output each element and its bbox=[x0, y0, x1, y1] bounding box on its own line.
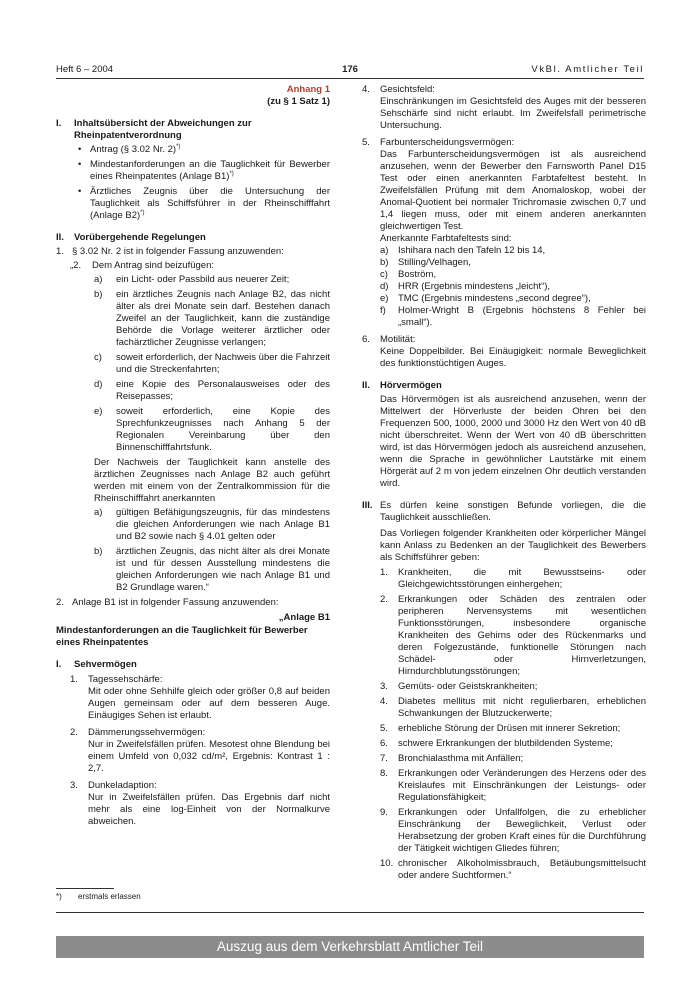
list-item: • Ärztliches Zeugnis über die Untersuchung der Tauglichkeit als Schiffsführer in der Rheinschifffahrt (Anlage B2)*) bbox=[78, 186, 330, 221]
section-number: I. bbox=[56, 118, 62, 129]
annex-title: Anhang 1 bbox=[286, 84, 330, 95]
list-item: a) ein Licht- oder Passbild aus neuerer Zeit; bbox=[94, 274, 290, 285]
header-rule bbox=[56, 78, 644, 79]
section-hearing: II. Hörvermögen Das Hörvermögen ist als ausreichend anzusehen, wenn der Mittelwert der Hörverluste der beiden Ohren bei den Frequenzen 500, 1000, 2000 und 3000 Hz den Wert von 40 dB nicht überschreitet. Wenn der Wert von 40 dB überschritten wird, ist das Hörvermögen jedoch als ausreichend anzusehen, wenn die Sprache in gewöhnlicher Lautstärke mit einem Hörgerät auf 2 m von jedem einzelnen Ohr deutlich verstanden wird. bbox=[362, 380, 646, 489]
page-number: 176 bbox=[342, 64, 358, 75]
list-item: c) soweit erforderlich, der Nachweis über die Fahrzeit und die Streckenfahrten; bbox=[94, 352, 330, 375]
list-item: e) TMC (Ergebnis mindestens „second degree“), bbox=[380, 293, 591, 304]
list-item: 4. Diabetes mellitus mit nicht regulierbaren, erheblichen Schwankungen der Blutzuckerwerte; bbox=[380, 696, 646, 719]
footnote-rule bbox=[56, 888, 114, 889]
list-item: c) Boström, bbox=[380, 269, 437, 280]
list-item: 3. Gemüts- oder Geistskrankheiten; bbox=[380, 681, 538, 692]
list-item: 6. schwere Erkrankungen der blutbildenden Systeme; bbox=[380, 738, 613, 749]
section-title: Inhaltsübersicht der Abweichungen zur Rheinpatentverordnung bbox=[74, 118, 252, 141]
footnote bbox=[56, 892, 141, 901]
attachments-list bbox=[94, 274, 330, 454]
list-item: d) HRR (Ergebnis mindestens „leicht“), bbox=[380, 281, 551, 292]
section-overview bbox=[56, 118, 330, 222]
list-item: b) Stilling/Velhagen, bbox=[380, 257, 471, 268]
color-tests-list bbox=[380, 245, 646, 329]
requirements-heading: Mindestanforderungen an die Tauglichkeit für Bewerber eines Rheinpatentes bbox=[56, 625, 308, 648]
list-item: 5. erhebliche Störung der Drüsen mit innerer Sekretion; bbox=[380, 723, 621, 734]
bottom-rule bbox=[56, 912, 644, 913]
paragraph-text: Das Hörvermögen ist als ausreichend anzusehen, wenn der Mittelwert der Hörverluste der beiden Ohren bei den Frequenzen 500, 1000, 2000 und 3000 Hz den Wert von 40 dB nicht überschreitet. Wenn der Wert von 40 dB überschritten wird, ist das Hörvermögen jedoch als ausreichend anzusehen, wenn die Sprache in gewöhnlicher Lautstärke mit einem Hörgerät auf 2 m von jedem einzelnen Ohr deutlich verstanden wird. bbox=[380, 394, 646, 489]
list-item: d) eine Kopie des Personalausweises oder des Reisepasses; bbox=[94, 379, 330, 402]
section-vision: I. Sehvermögen bbox=[56, 659, 330, 671]
paragraph-2: 2. Anlage B1 ist in folgender Fassung anzuwenden: bbox=[56, 597, 279, 608]
footnote-text: erstmals erlassen bbox=[78, 892, 141, 901]
paragraph-1: 1. § 3.02 Nr. 2 ist in folgender Fassung anzuwenden: bbox=[56, 246, 284, 257]
list-item: 1. Krankheiten, die mit Bewusstseins- oder Gleichgewichtsstörungen einhergehen; bbox=[380, 567, 646, 590]
annex-heading bbox=[56, 84, 330, 108]
paragraph-text: Es dürfen keine sonstigen Befunde vorliegen, die die Tauglichkeit ausschließen. bbox=[380, 500, 646, 523]
alternatives-list bbox=[94, 507, 330, 594]
list-item: a) gültigen Befähigungszeugnis, für das mindestens die gleichen Anforderungen wie nach Anlage B1 und B2 sowie nach § 4.01 gelten oder bbox=[94, 507, 330, 542]
list-item: • Mindestanforderungen an die Tauglichkeit für Bewerber eines Rheinpatentes (Anlage B1)*) bbox=[78, 159, 330, 182]
list-item: 7. Bronchialasthma mit Anfällen; bbox=[380, 753, 524, 764]
anlage-heading: „Anlage B1 bbox=[278, 612, 330, 623]
list-item: 8. Erkrankungen oder Veränderungen des Herzens oder des Kreislaufes mit Einschränkungen der Leistungs- oder Regulationsfähigkeit; bbox=[380, 768, 646, 803]
list-item: 5. Farbunterscheidungsvermögen: Das Farbunterscheidungsvermögen ist als ausreichend anzusehen, wenn der Bewerber den Farnsworth Panel D15 Test oder einen anerkannten Farbtafeltest besteht. In Zweifelsfällen Prüfung mit dem Anomaloskop, wobei der Anomal-Quotient bei normaler Trichromasie zwischen 0,7 und 1,4 liegen muss, oder mit einem anderen anerkannten gleichwertigen Test. Anerkannte Farbtafeltests sind: bbox=[362, 137, 646, 244]
list-item: f) Holmer-Wright B (Ergebnis höchstens 8 Fehler bei „small“). bbox=[380, 305, 646, 328]
right-column bbox=[362, 84, 646, 882]
section-title: Sehvermögen bbox=[74, 659, 137, 670]
annex-subtitle: (zu § 1 Satz 1) bbox=[267, 96, 330, 107]
left-column bbox=[56, 84, 330, 828]
paragraph-2-intro: „2. Dem Antrag sind beizufügen: bbox=[70, 260, 214, 271]
disease-list bbox=[380, 567, 646, 882]
list-item: 3. Dunkeladaption: Nur in Zweifelsfällen prüfen. Das Ergebnis darf nicht mehr als eine log-Einheit von der Normalkurve abweichen. bbox=[70, 780, 330, 827]
list-item: 6. Motilität: Keine Doppelbilder. Bei Einäugigkeit: normale Beweglichkeit des funktionstüchtigen Auges. bbox=[362, 334, 646, 369]
section-other-findings: III. Es dürfen keine sonstigen Befunde vorliegen, die die Tauglichkeit ausschließen. Das Vorliegen folgender Krankheiten oder körperlicher Mängel kann Anlass zu Bedenken an der Tauglichkeit des Bewerbers als Schiffsführer geben: 1. Krankheiten, die mit Bewusstseins- oder Gleichgewichtsstörungen einhergehen; 2. Erkrankungen oder Schäden des zentralen oder peripheren Nervensystems mit wesentlichen Funktionsstörungen, insbesondere organische Krankheiten des Gehirns oder des Rückenmarks und deren Folgezustände, funktionelle Störungen nach Schädel- oder Hirnverletzungen, Hirndurchblutungsstörungen; 3. Gemüts- oder Geistskrankheiten; 4. Diabetes mellitus mit nicht regulierbaren, erheblichen Schwankungen der Blutzuckerwerte; 5. erhebliche Störung der Drüsen mit innerer Sekretion; 6. schwere Erkrankungen der blutbildenden Systeme; 7. Bronchialasthma mit Anfällen; 8. Erkrankungen oder Veränderungen des Herzens oder des Kreislaufes mit Einschränkungen der Leistungs- oder Regulationsfähigkeit; 9. Erkrankungen oder Unfallfolgen, die zu erheblicher Einschränkung der Beweglichkeit, Verlust oder Herabsetzung der groben Kraft eines für die Durchführung der Tätigkeit wichtigen Gliedes führen; 10. chronischer Alkoholmissbrauch, Betäubungsmittelsucht oder andere Suchtformen.“ bbox=[362, 500, 646, 881]
list-item: • Antrag (§ 3.02 Nr. 2)*) bbox=[78, 143, 181, 155]
section-title: Vorübergehende Regelungen bbox=[74, 232, 206, 243]
publication-label: VkBl. Amtlicher Teil bbox=[531, 64, 644, 75]
footer-banner: Auszug aus dem Verkehrsblatt Amtlicher Teil bbox=[56, 936, 644, 958]
list-item: 4. Gesichtsfeld: Einschränkungen im Gesichtsfeld des Auges mit der besseren Sehschärfe sind nicht erlaubt. Im Zweifelsfall perimetrische Untersuchung. bbox=[362, 84, 646, 131]
list-item: b) ein ärztliches Zeugnis nach Anlage B2, das nicht älter als drei Monate sein darf. Bestehen danach Zweifel an der Tauglichkeit, kann die zuständige Behörde die Vorlage weiterer ärztlicher oder fachärztlicher Zeugnisse verlangen; bbox=[94, 289, 330, 348]
paragraph-text: Das Vorliegen folgender Krankheiten oder körperlicher Mängel kann Anlass zu Bedenken an der Tauglichkeit des Bewerbers als Schiffsführer geben: bbox=[380, 528, 646, 563]
issue-label: Heft 6 – 2004 bbox=[56, 64, 114, 75]
section-title: Hörvermögen bbox=[380, 380, 442, 391]
list-item: 10. chronischer Alkoholmissbrauch, Betäubungsmittelsucht oder andere Suchtformen.“ bbox=[380, 858, 646, 881]
list-item: 2. Dämmerungssehvermögen: Nur in Zweifelsfällen prüfen. Mesotest ohne Blendung bei einem Umfeld von 0,032 cd/m², Ergebnis: Kontrast 1 : 2,7. bbox=[70, 727, 330, 774]
list-item: 1. Tagessehschärfe: Mit oder ohne Sehhilfe gleich oder größer 0,8 auf beiden Augen gemeinsam oder auf dem besseren Auge. Einäugiges Sehen ist erlaubt. bbox=[70, 674, 330, 721]
list-item: e) soweit erforderlich, eine Kopie des Sprechfunkzeugnisses nach Anhang 5 der Regionalen Vereinbarung über den Binnenschifffahrtsfunk. bbox=[94, 406, 330, 453]
page-header bbox=[56, 64, 644, 78]
list-item: 2. Erkrankungen oder Schäden des zentralen oder peripheren Nervensystems mit wesentlichen Funktionsstörungen, insbesondere organische Krankheiten des Gehirns oder des Rückenmarks und deren Folgezustände, funktionelle Störungen nach Schädel- oder Hirnverletzungen, Hirndurchblutungsstörungen; bbox=[380, 594, 646, 677]
list-item: 9. Erkrankungen oder Unfallfolgen, die zu erheblicher Einschränkung der Beweglichkeit, Verlust oder Herabsetzung der groben Kraft eines für die Durchführung der Tätigkeit wichtigen Gliedes führen; bbox=[380, 807, 646, 854]
vision-list bbox=[70, 674, 330, 828]
section-transitional: II. Vorübergehende Regelungen bbox=[56, 232, 330, 244]
list-item: b) ärztlichen Zeugnis, das nicht älter als drei Monate ist und für dessen Ausstellung mindestens die gleichen Anforderungen wie nach Anlage B1 und B2 Grundlage waren.“ bbox=[94, 546, 330, 593]
list-item: a) Ishihara nach den Tafeln 12 bis 14, bbox=[380, 245, 546, 256]
paragraph-text: Der Nachweis der Tauglichkeit kann anstelle des ärztlichen Zeugnisses nach Anlage B2 auch geführt werden mit einem von der Zentralkommission für die Rheinschifffahrt anerkannten bbox=[94, 457, 330, 504]
footnote-mark: *) bbox=[56, 892, 62, 901]
